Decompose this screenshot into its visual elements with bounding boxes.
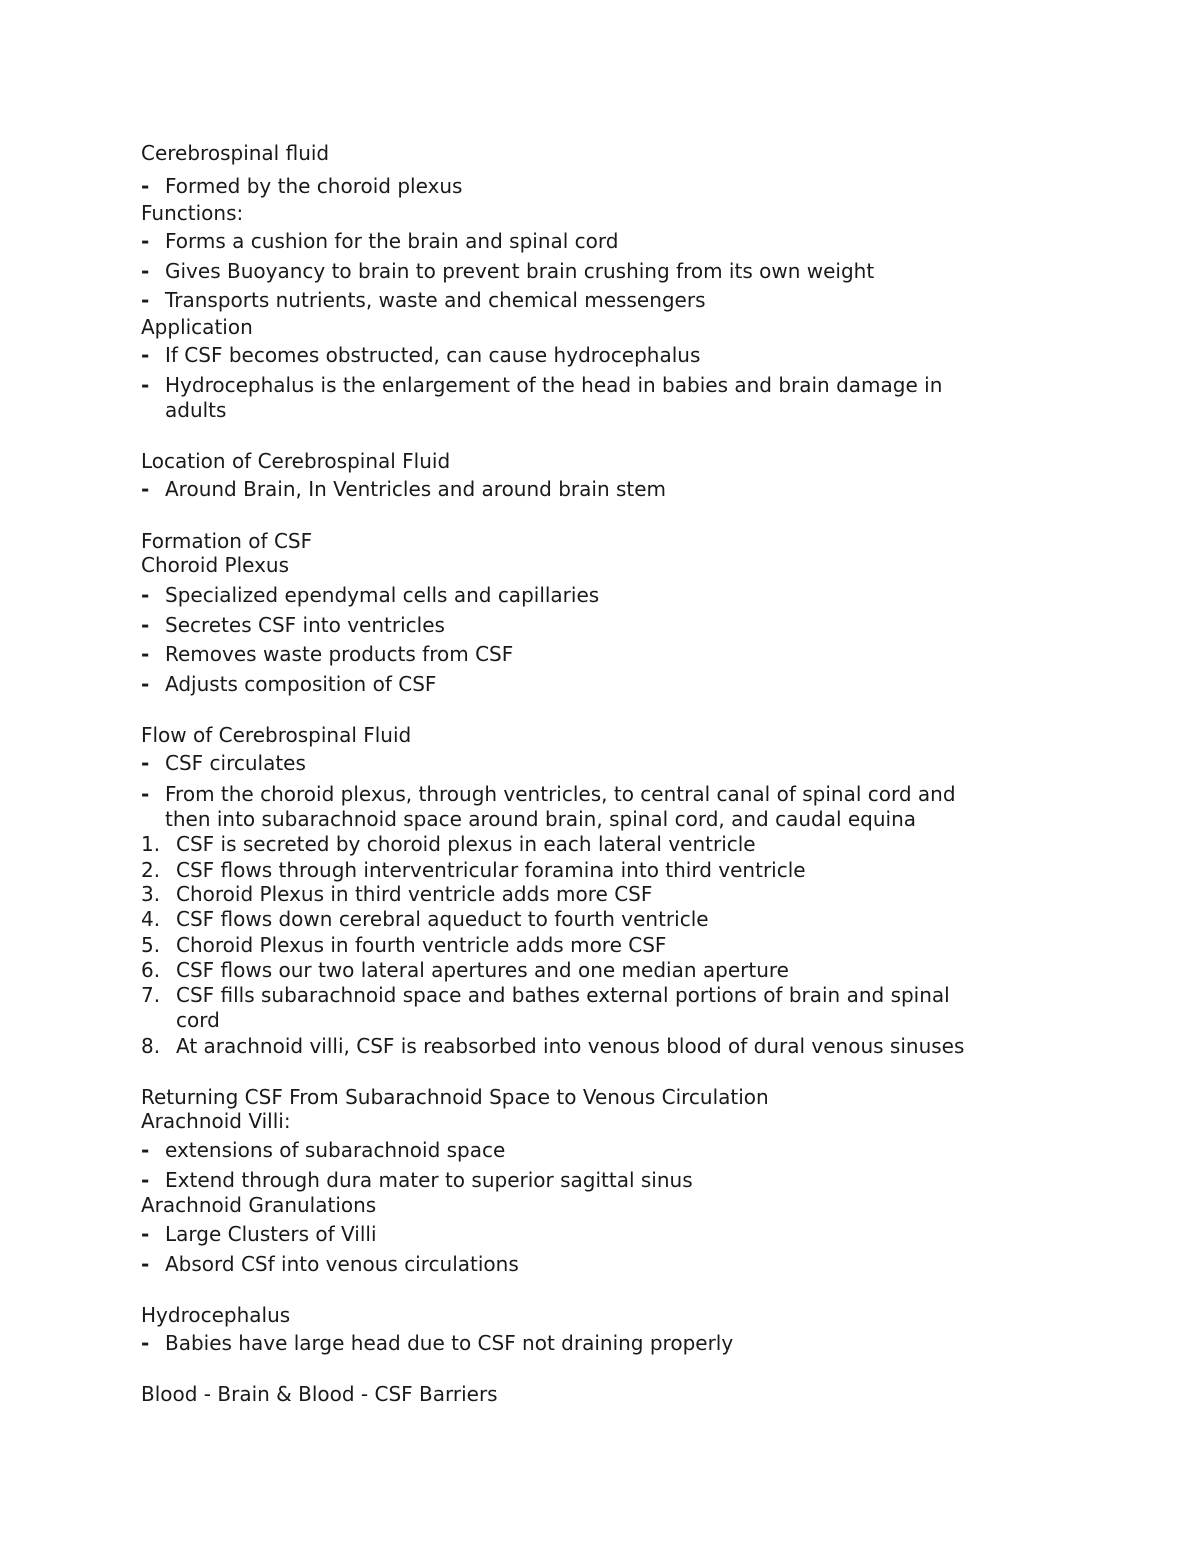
bullet-dash: - xyxy=(141,583,150,607)
label-arachnoid-granulations: Arachnoid Granulations xyxy=(141,1193,377,1217)
bullet-dash: - xyxy=(141,373,150,397)
list-item: Large Clusters of Villi xyxy=(165,1222,377,1246)
step-text: CSF fills subarachnoid space and bathes external portions of brain and spinal xyxy=(176,983,950,1007)
list-item: Hydrocephalus is the enlargement of the head in babies and brain damage in xyxy=(165,373,943,397)
list-item: Gives Buoyancy to brain to prevent brain crushing from its own weight xyxy=(165,259,875,283)
bullet-dash: - xyxy=(141,477,150,501)
list-item: If CSF becomes obstructed, can cause hydrocephalus xyxy=(165,343,701,367)
label-application: Application xyxy=(141,315,253,339)
bullet-dash: - xyxy=(141,343,150,367)
step-text: CSF flows down cerebral aqueduct to fourth ventricle xyxy=(176,907,709,931)
step-text: At arachnoid villi, CSF is reabsorbed into venous blood of dural venous sinuses xyxy=(176,1034,965,1058)
list-item: Forms a cushion for the brain and spinal cord xyxy=(165,229,619,253)
step-text: Choroid Plexus in fourth ventricle adds more CSF xyxy=(176,933,667,957)
bullet-dash: - xyxy=(141,1138,150,1162)
list-item: Transports nutrients, waste and chemical messengers xyxy=(165,288,706,312)
bullet-dash: - xyxy=(141,259,150,283)
list-item: Adjusts composition of CSF xyxy=(165,672,437,696)
heading-flow: Flow of Cerebrospinal Fluid xyxy=(141,723,412,747)
list-item: Secretes CSF into ventricles xyxy=(165,613,445,637)
list-item: Removes waste products from CSF xyxy=(165,642,514,666)
list-item-continuation: then into subarachnoid space around brain, spinal cord, and caudal equina xyxy=(165,807,917,831)
list-item: Formed by the choroid plexus xyxy=(165,174,463,198)
bullet-dash: - xyxy=(141,1331,150,1355)
list-item-continuation: adults xyxy=(165,398,227,422)
bullet-dash: - xyxy=(141,782,150,806)
list-item: Babies have large head due to CSF not draining properly xyxy=(165,1331,734,1355)
label-functions: Functions: xyxy=(141,201,244,225)
bullet-dash: - xyxy=(141,1252,150,1276)
step-number: 8. xyxy=(141,1034,161,1058)
step-number: 5. xyxy=(141,933,161,957)
bullet-dash: - xyxy=(141,229,150,253)
bullet-dash: - xyxy=(141,174,150,198)
step-number: 6. xyxy=(141,958,161,982)
subheading-choroid-plexus: Choroid Plexus xyxy=(141,553,290,577)
step-number: 2. xyxy=(141,858,161,882)
list-item: Specialized ependymal cells and capillaries xyxy=(165,583,600,607)
step-number: 3. xyxy=(141,882,161,906)
bullet-dash: - xyxy=(141,672,150,696)
heading-location: Location of Cerebrospinal Fluid xyxy=(141,449,451,473)
bullet-dash: - xyxy=(141,288,150,312)
list-item: CSF circulates xyxy=(165,751,306,775)
heading-hydrocephalus: Hydrocephalus xyxy=(141,1303,291,1327)
step-text: Choroid Plexus in third ventricle adds more CSF xyxy=(176,882,653,906)
label-arachnoid-villi: Arachnoid Villi: xyxy=(141,1109,291,1133)
step-text-continuation: cord xyxy=(176,1008,220,1032)
step-text: CSF is secreted by choroid plexus in each lateral ventricle xyxy=(176,832,756,856)
heading-barriers: Blood - Brain & Blood - CSF Barriers xyxy=(141,1382,498,1406)
step-text: CSF flows our two lateral apertures and one median aperture xyxy=(176,958,789,982)
bullet-dash: - xyxy=(141,1168,150,1192)
list-item: From the choroid plexus, through ventricles, to central canal of spinal cord and xyxy=(165,782,956,806)
heading-csf: Cerebrospinal fluid xyxy=(141,141,330,165)
step-number: 1. xyxy=(141,832,161,856)
list-item: Around Brain, In Ventricles and around brain stem xyxy=(165,477,667,501)
bullet-dash: - xyxy=(141,1222,150,1246)
list-item: Extend through dura mater to superior sagittal sinus xyxy=(165,1168,693,1192)
step-text: CSF flows through interventricular foramina into third ventricle xyxy=(176,858,806,882)
heading-formation: Formation of CSF xyxy=(141,529,313,553)
list-item: Absord CSf into venous circulations xyxy=(165,1252,519,1276)
heading-returning: Returning CSF From Subarachnoid Space to Venous Circulation xyxy=(141,1085,769,1109)
bullet-dash: - xyxy=(141,642,150,666)
bullet-dash: - xyxy=(141,751,150,775)
step-number: 4. xyxy=(141,907,161,931)
step-number: 7. xyxy=(141,983,161,1007)
list-item: extensions of subarachnoid space xyxy=(165,1138,506,1162)
bullet-dash: - xyxy=(141,613,150,637)
